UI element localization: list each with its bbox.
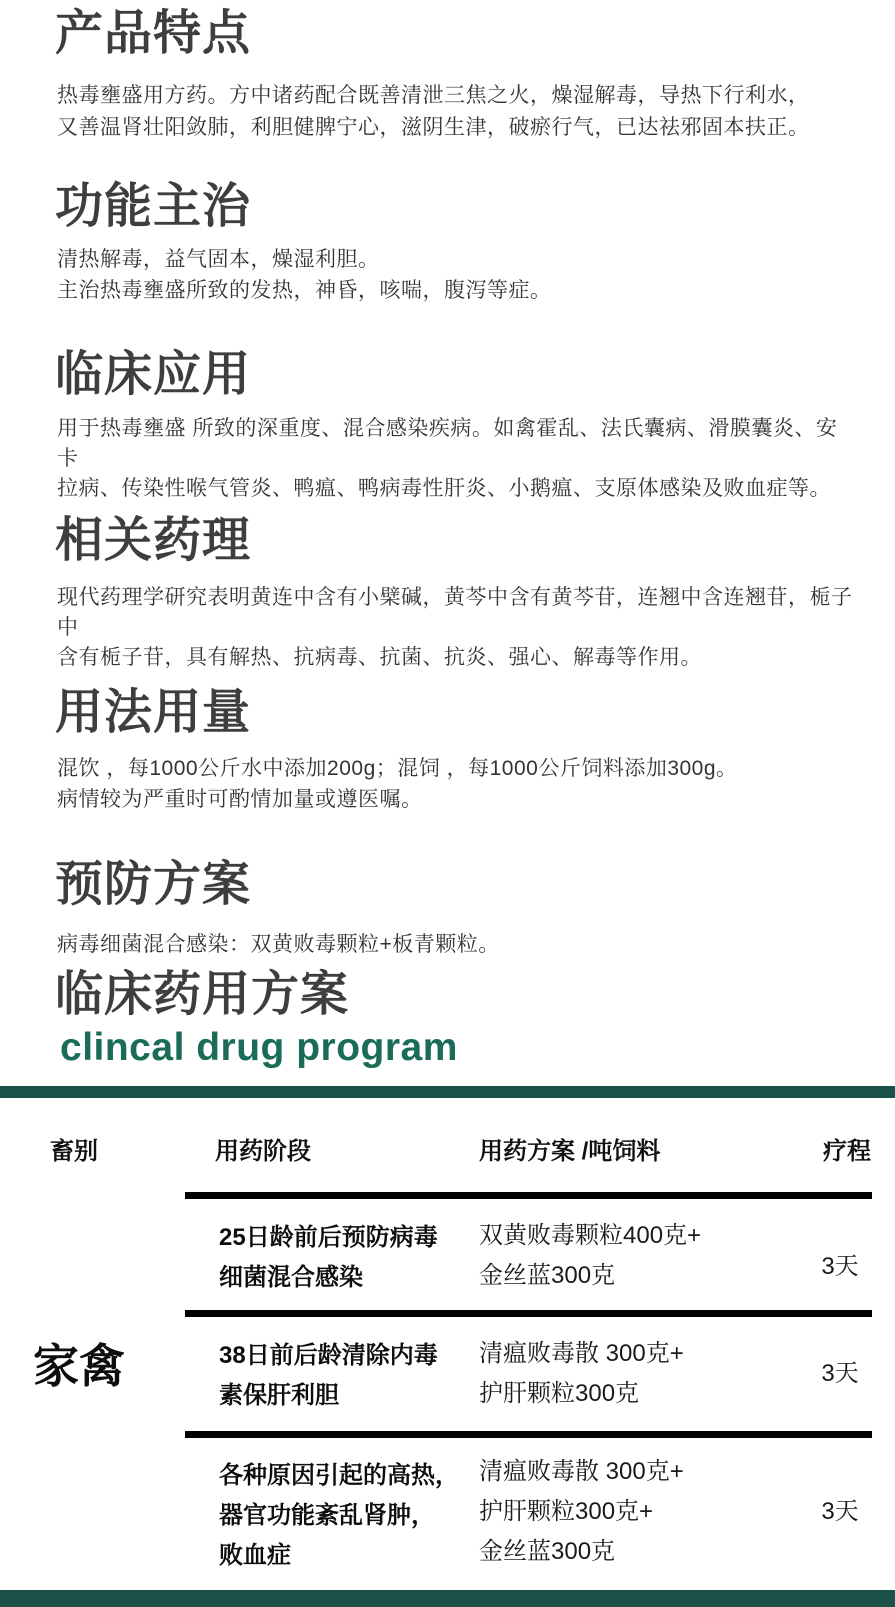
animal-group-label: 家禽 xyxy=(33,1340,125,1392)
paragraph-line: 主治热毒壅盛所致的发热，神昏，咳喘，腹泻等症。 xyxy=(57,279,552,302)
table-row-stage xyxy=(219,1456,469,1576)
paragraph-line: 病情较为严重时可酌情加量或遵医嘱。 xyxy=(57,788,423,811)
paragraph-line: 又善温肾壮阳敛肺，利胆健脾宁心，滋阴生津，破瘀行气，已达祛邪固本扶正。 xyxy=(57,116,810,139)
table-col-header-plan: 用药方案 /吨饲料 xyxy=(479,1138,661,1165)
section-title-prevention: 预防方案 xyxy=(55,858,252,911)
plan-line: 清瘟败毒散 300克+ xyxy=(479,1458,684,1485)
clinical-application-paragraph xyxy=(57,414,857,504)
table-col-header-course: 疗程 xyxy=(823,1138,871,1165)
paragraph-line: 热毒壅盛用方药。方中诸药配合既善清泄三焦之火，燥湿解毒，导热下行利水， xyxy=(57,84,810,107)
plan-line: 金丝蓝300克 xyxy=(479,1538,616,1565)
stage-line: 38日前后龄清除内毒 xyxy=(219,1342,438,1369)
stage-line: 败血症 xyxy=(219,1542,291,1569)
stage-line: 素保肝利胆 xyxy=(219,1382,339,1409)
section-title-clinical-application: 临床应用 xyxy=(55,348,252,401)
table-row-stage xyxy=(219,1336,469,1416)
paragraph-line: 混饮 ，每1000公斤水中添加200g；混饲 ，每1000公斤饲料添加300g。 xyxy=(57,757,738,780)
product-features-paragraph xyxy=(57,80,857,144)
dosage-paragraph xyxy=(57,753,857,815)
plan-line: 护肝颗粒300克 xyxy=(479,1380,640,1407)
paragraph-line: 病毒细菌混合感染：双黄败毒颗粒+板青颗粒。 xyxy=(57,933,500,956)
table-separator-line xyxy=(185,1431,872,1438)
section-title-dosage: 用法用量 xyxy=(55,686,252,739)
section-title-pharmacology: 相关药理 xyxy=(55,514,252,567)
plan-line: 清瘟败毒散 300克+ xyxy=(479,1340,684,1367)
clinical-drug-program-subtitle: clincal drug program xyxy=(60,1026,458,1069)
section-title-functions: 功能主治 xyxy=(55,180,252,233)
plan-line: 双黄败毒颗粒400克+ xyxy=(479,1222,702,1249)
stage-line: 器官功能紊乱肾肿， xyxy=(219,1502,435,1529)
table-row-plan xyxy=(479,1216,789,1296)
paragraph-line: 用于热毒壅盛 所致的深重度、混合感染疾病。如禽霍乱、法氏囊病、滑膜囊炎、安卡 xyxy=(57,417,838,470)
pharmacology-paragraph xyxy=(57,583,857,673)
paragraph-line: 清热解毒，益气固本，燥湿利胆。 xyxy=(57,248,380,271)
table-col-header-stage: 用药阶段 xyxy=(215,1138,311,1165)
table-row-plan xyxy=(479,1334,789,1414)
table-separator-line xyxy=(185,1192,872,1199)
table-row-course: 3天 xyxy=(821,1498,859,1525)
plan-line: 金丝蓝300克 xyxy=(479,1262,616,1289)
paragraph-line: 现代药理学研究表明黄连中含有小檗碱，黄芩中含有黄芩苷，连翘中含连翘苷，栀子中 xyxy=(57,586,853,639)
table-row-stage xyxy=(219,1218,469,1298)
table-row-course: 3天 xyxy=(821,1253,859,1280)
table-row-plan xyxy=(479,1452,789,1572)
table-separator-line xyxy=(185,1310,872,1317)
table-row-course: 3天 xyxy=(821,1360,859,1387)
section-title-clinical-drug-program: 临床药用方案 xyxy=(55,968,350,1021)
prevention-paragraph xyxy=(57,929,857,961)
green-divider-bar-top xyxy=(0,1086,895,1098)
stage-line: 25日龄前后预防病毒 xyxy=(219,1224,438,1251)
paragraph-line: 含有栀子苷，具有解热、抗病毒、抗菌、抗炎、强心、解毒等作用。 xyxy=(57,646,702,669)
functions-paragraph xyxy=(57,244,857,306)
paragraph-line: 拉病、传染性喉气管炎、鸭瘟、鸭病毒性肝炎、小鹅瘟、支原体感染及败血症等。 xyxy=(57,477,831,500)
stage-line: 各种原因引起的高热， xyxy=(219,1462,459,1489)
section-title-product-features: 产品特点 xyxy=(55,7,252,60)
plan-line: 护肝颗粒300克+ xyxy=(479,1498,654,1525)
table-col-header-animal: 畜别 xyxy=(50,1138,98,1165)
green-divider-bar-bottom xyxy=(0,1590,895,1607)
stage-line: 细菌混合感染 xyxy=(219,1264,363,1291)
